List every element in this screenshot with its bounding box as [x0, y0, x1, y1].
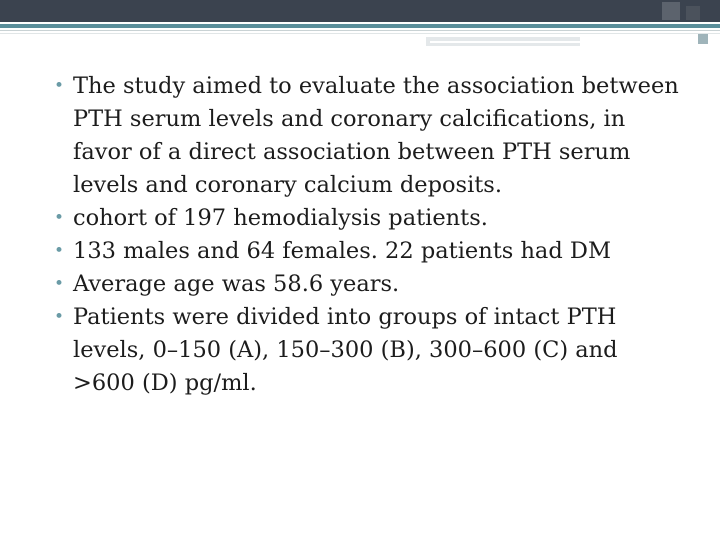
slide-bullet-list: [52, 70, 682, 400]
bullet-item: [52, 268, 682, 301]
corner-decoration-square: [662, 2, 680, 20]
bullet-dot-icon: •: [54, 208, 65, 228]
bullet-text: Average age was 58.6 years.: [73, 271, 400, 297]
slide-header-bar: [0, 0, 720, 22]
header-divider-line-secondary: [0, 33, 720, 34]
bullet-dot-icon: •: [54, 241, 65, 261]
corner-decoration-square: [686, 6, 700, 20]
header-decorative-stub-highlight: [430, 41, 666, 43]
bullet-dot-icon: •: [54, 76, 65, 96]
bullet-text: Patients were divided into groups of intact PTH levels, 0–150 (A), 150–300 (B), 300–600 (C) and >600 (D) pg/ml.: [73, 304, 618, 396]
bullet-item: [52, 301, 682, 400]
header-accent-line: [0, 24, 720, 28]
bullet-text: 133 males and 64 females. 22 patients had DM: [73, 238, 611, 264]
bullet-dot-icon: •: [54, 274, 65, 294]
bullet-text: The study aimed to evaluate the association between PTH serum levels and coronary calcifications, in favor of a direct association between PTH serum levels and coronary calcium deposits.: [73, 73, 679, 198]
bullet-item: [52, 70, 682, 202]
bullet-item: [52, 235, 682, 268]
bullet-item: [52, 202, 682, 235]
corner-decoration-square: [698, 34, 708, 44]
bullet-dot-icon: •: [54, 307, 65, 327]
bullet-text: cohort of 197 hemodialysis patients.: [73, 205, 488, 231]
header-divider-line: [0, 30, 720, 31]
